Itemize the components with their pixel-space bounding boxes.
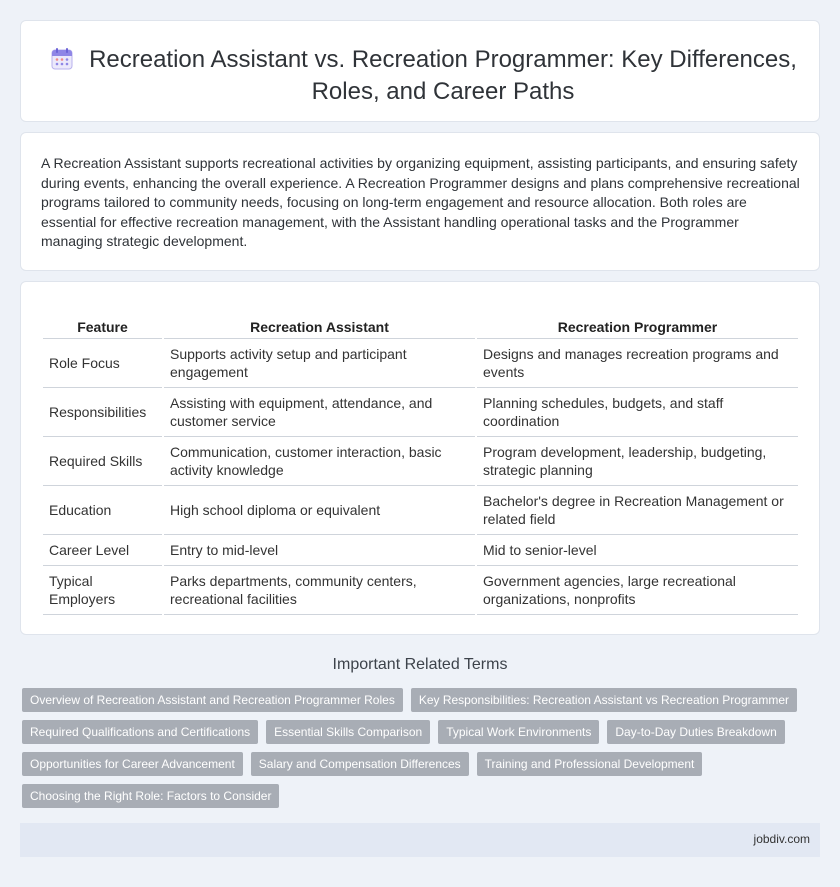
intro-paragraph: A Recreation Assistant supports recreational activities by organizing equipment, assisting participants, and ensuring safety during events, enhancing the overall experience. A Recreation Programmer designs and plans comprehensive recreational programs tailored to community needs, focusing on long-term engagement and resource allocation. Both roles are essential for effective recreation management, with the Assistant handling operational tasks and the Programmer managing strategic development. bbox=[41, 155, 800, 250]
row-programmer: Bachelor's degree in Recreation Management or related field bbox=[476, 486, 798, 535]
row-assistant: High school diploma or equivalent bbox=[163, 486, 476, 535]
row-feature: Career Level bbox=[43, 535, 163, 566]
footer-site-link[interactable]: jobdiv.com bbox=[753, 832, 810, 846]
row-assistant: Communication, customer interaction, basic activity knowledge bbox=[163, 437, 476, 486]
related-terms-heading: Important Related Terms bbox=[332, 656, 508, 673]
related-term-tag[interactable]: Essential Skills Comparison bbox=[266, 720, 430, 744]
related-term-tag[interactable]: Choosing the Right Role: Factors to Consider bbox=[22, 784, 279, 808]
row-assistant: Entry to mid-level bbox=[163, 535, 476, 566]
comparison-card bbox=[20, 281, 820, 635]
row-programmer: Government agencies, large recreational organizations, nonprofits bbox=[476, 566, 798, 615]
related-term-tag[interactable]: Day-to-Day Duties Breakdown bbox=[607, 720, 784, 744]
footer bbox=[20, 823, 820, 857]
row-feature: Responsibilities bbox=[43, 388, 163, 437]
related-term-tag[interactable]: Salary and Compensation Differences bbox=[251, 752, 469, 776]
related-term-tag[interactable]: Required Qualifications and Certifications bbox=[22, 720, 258, 744]
table-row bbox=[43, 339, 798, 388]
row-programmer: Program development, leadership, budgeting, strategic planning bbox=[476, 437, 798, 486]
comparison-table bbox=[43, 316, 798, 615]
related-term-tag[interactable]: Overview of Recreation Assistant and Recreation Programmer Roles bbox=[22, 688, 403, 712]
table-header-row bbox=[43, 316, 798, 339]
row-feature: Typical Employers bbox=[43, 566, 163, 615]
related-term-tag[interactable]: Opportunities for Career Advancement bbox=[22, 752, 243, 776]
intro-card bbox=[20, 132, 820, 271]
header-feature: Feature bbox=[43, 316, 163, 339]
related-term-tag[interactable]: Key Responsibilities: Recreation Assistant vs Recreation Programmer bbox=[411, 688, 797, 712]
table-row bbox=[43, 566, 798, 615]
calendar-icon bbox=[50, 47, 74, 71]
header-recreation-assistant: Recreation Assistant bbox=[163, 316, 476, 339]
row-assistant: Assisting with equipment, attendance, and customer service bbox=[163, 388, 476, 437]
header-recreation-programmer: Recreation Programmer bbox=[476, 316, 798, 339]
title-row bbox=[21, 21, 821, 123]
row-feature: Role Focus bbox=[43, 339, 163, 388]
header-card bbox=[20, 20, 820, 122]
row-feature: Education bbox=[43, 486, 163, 535]
table-row bbox=[43, 437, 798, 486]
row-assistant: Supports activity setup and participant engagement bbox=[163, 339, 476, 388]
row-programmer: Mid to senior-level bbox=[476, 535, 798, 566]
related-terms-tags bbox=[22, 688, 822, 808]
table-row bbox=[43, 535, 798, 566]
row-programmer: Planning schedules, budgets, and staff coordination bbox=[476, 388, 798, 437]
related-term-tag[interactable]: Training and Professional Development bbox=[477, 752, 703, 776]
row-feature: Required Skills bbox=[43, 437, 163, 486]
row-programmer: Designs and manages recreation programs and events bbox=[476, 339, 798, 388]
row-assistant: Parks departments, community centers, recreational facilities bbox=[163, 566, 476, 615]
table-row bbox=[43, 486, 798, 535]
table-row bbox=[43, 388, 798, 437]
related-term-tag[interactable]: Typical Work Environments bbox=[438, 720, 599, 744]
page-title: Recreation Assistant vs. Recreation Programmer: Key Differences, Roles, and Career Paths bbox=[89, 46, 797, 105]
